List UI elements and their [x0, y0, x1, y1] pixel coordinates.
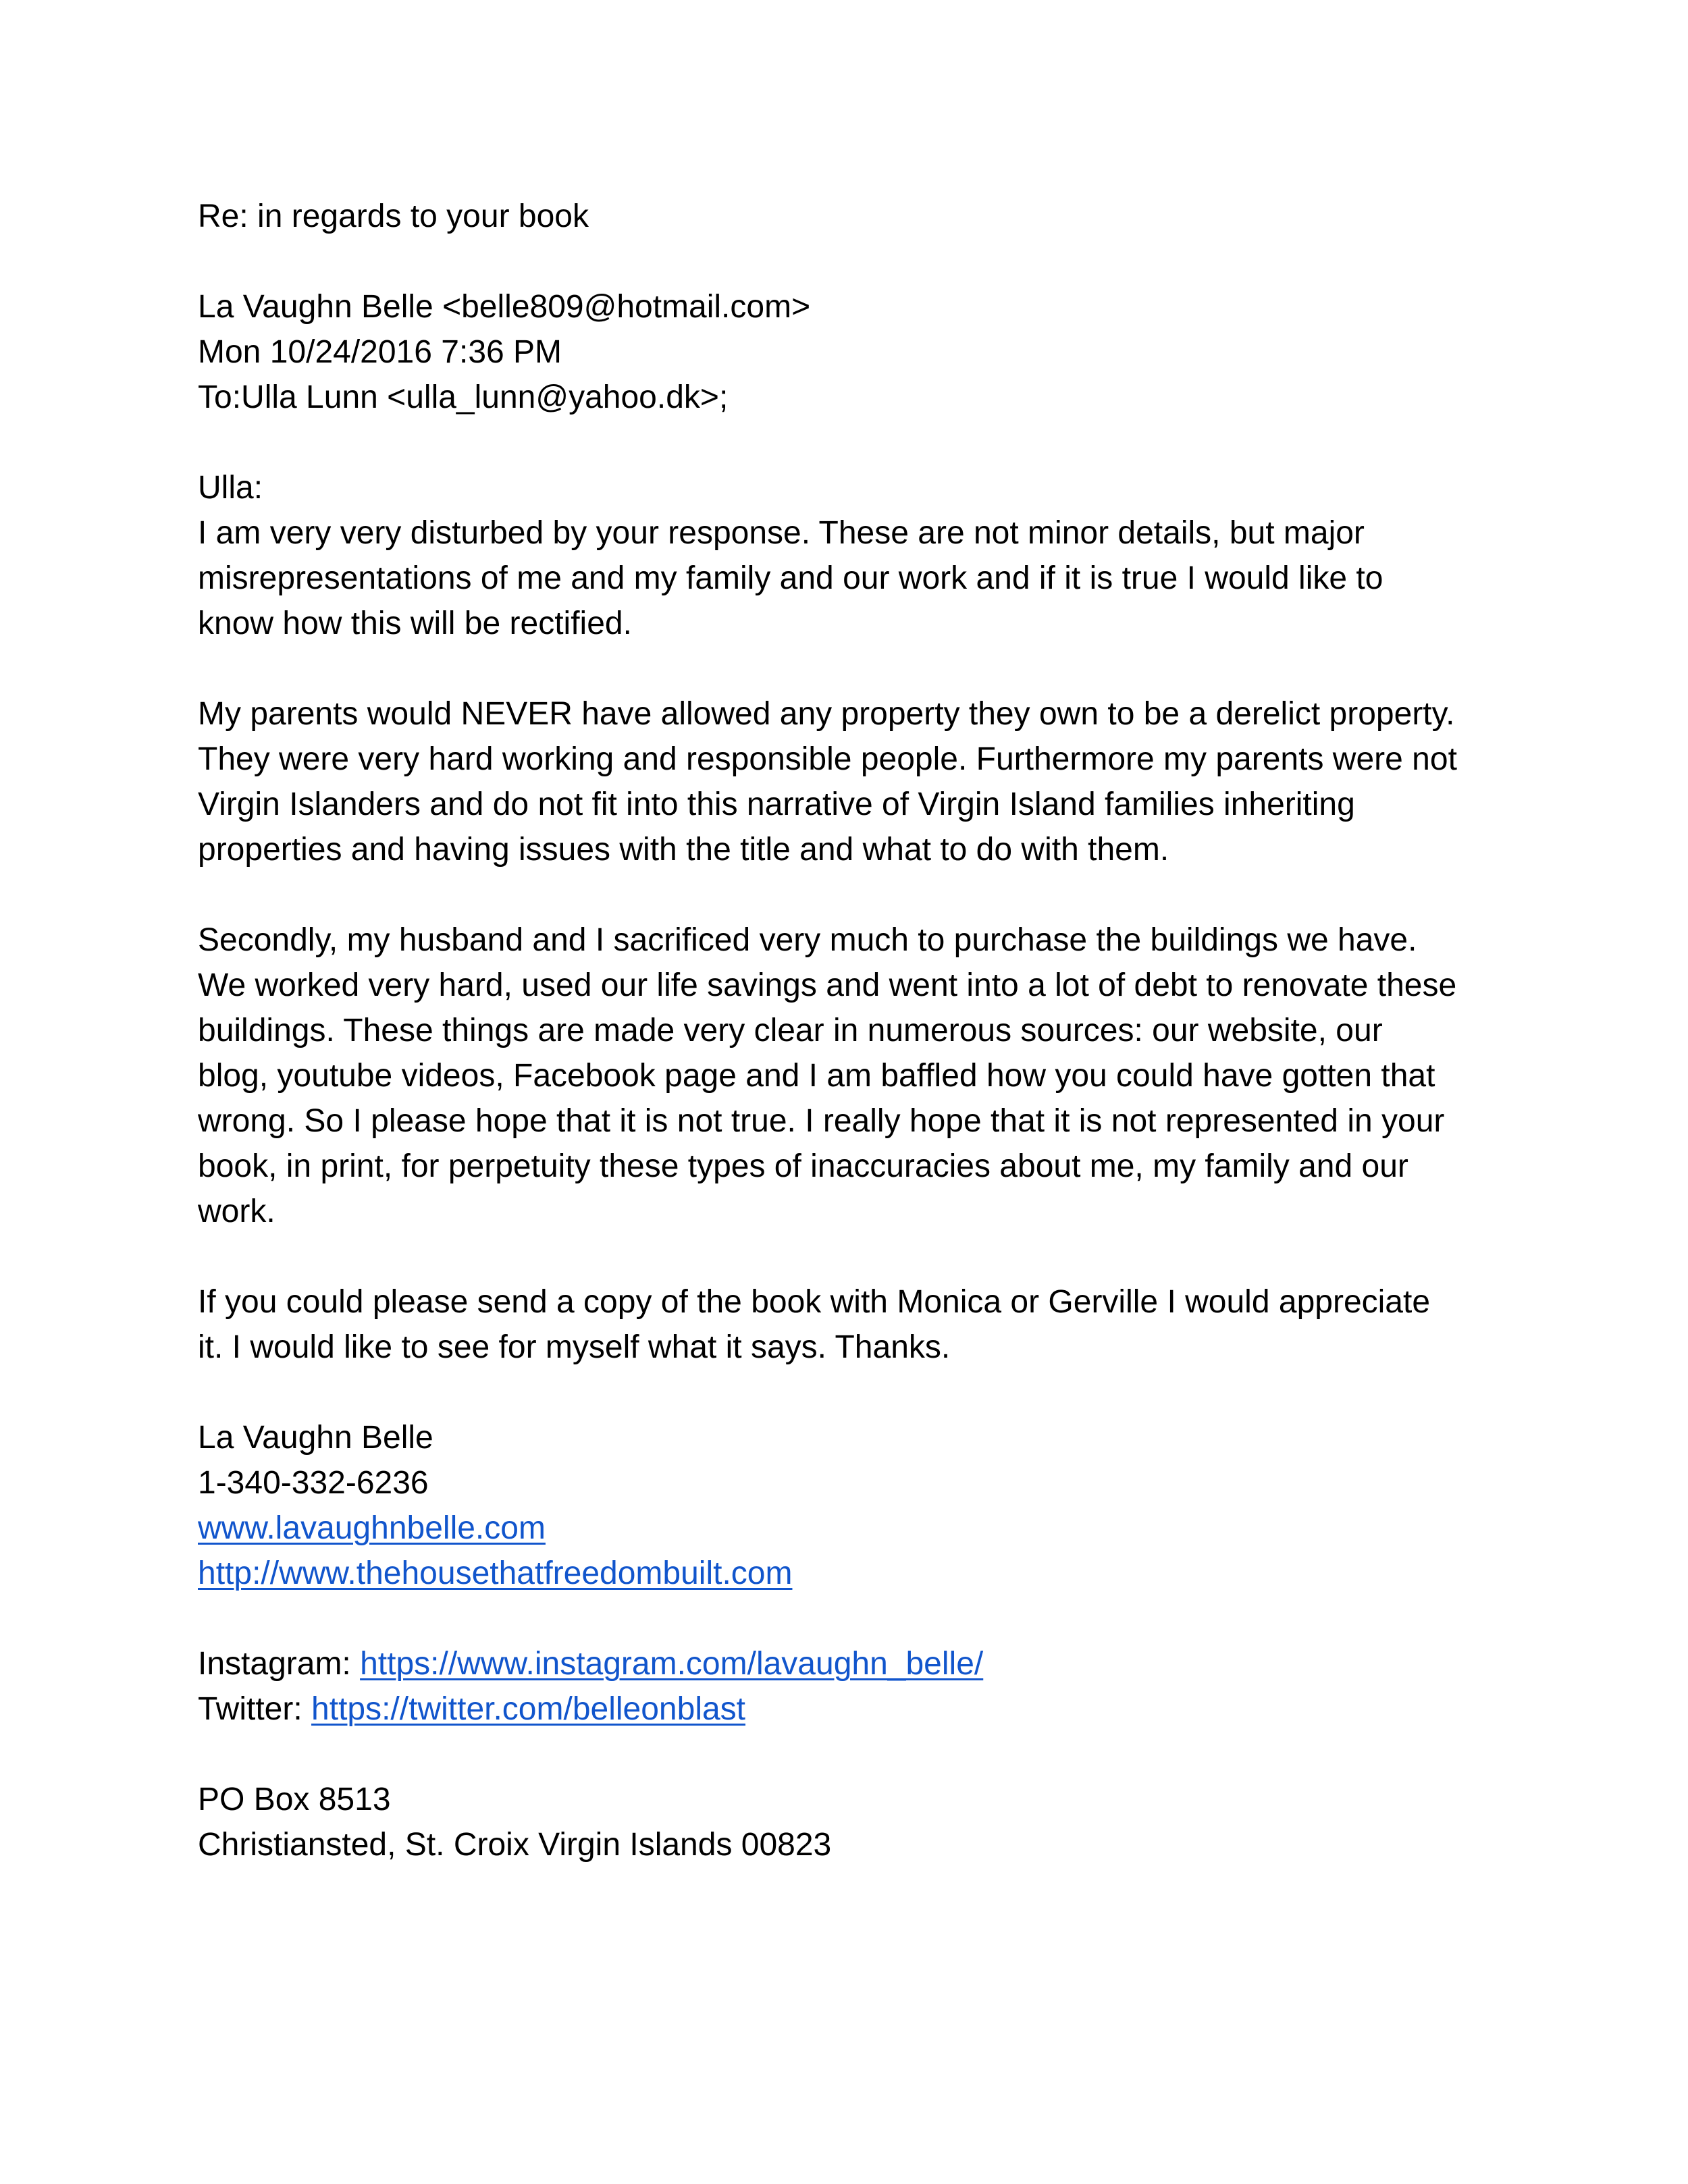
paragraph-3-line: book, in print, for perpetuity these types of inaccuracies about me, my family and our — [198, 1148, 1408, 1184]
paragraph-2-line: My parents would NEVER have allowed any property they own to be a derelict property. — [198, 696, 1455, 732]
twitter-link[interactable]: https://twitter.com/belleonblast — [311, 1691, 746, 1727]
spacer — [198, 239, 1521, 284]
spacer — [198, 420, 1521, 465]
paragraph-1-line: know how this will be rectified. — [198, 606, 632, 641]
email-date: Mon 10/24/2016 7:36 PM — [198, 334, 562, 370]
spacer — [198, 872, 1521, 917]
spacer — [198, 1370, 1521, 1415]
twitter-label: Twitter: — [198, 1691, 312, 1727]
paragraph-4-line: it. I would like to see for myself what it says. Thanks. — [198, 1329, 951, 1365]
paragraph-2-line: They were very hard working and responsible people. Furthermore my parents were not — [198, 741, 1457, 777]
email-to: To:Ulla Lunn <ulla_lunn@yahoo.dk>; — [198, 379, 729, 415]
address: Christiansted, St. Croix Virgin Islands 00823 — [198, 1827, 832, 1863]
email-from: La Vaughn Belle <belle809@hotmail.com> — [198, 289, 811, 325]
instagram-label: Instagram: — [198, 1646, 361, 1682]
paragraph-3-line: blog, youtube videos, Facebook page and I am baffled how you could have gotten that — [198, 1058, 1435, 1094]
paragraph-2-line: properties and having issues with the title and what to do with them. — [198, 832, 1169, 868]
website-link-lavaughnbelle[interactable]: www.lavaughnbelle.com — [198, 1510, 546, 1546]
paragraph-3-line: We worked very hard, used our life savings and went into a lot of debt to renovate these — [198, 967, 1457, 1003]
spacer — [198, 1234, 1521, 1279]
signature-phone: 1-340-332-6236 — [198, 1465, 429, 1501]
website-link-thehousethatfreedombuilt[interactable]: http://www.thehousethatfreedombuilt.com — [198, 1555, 793, 1591]
paragraph-1-line: I am very very disturbed by your response. These are not minor details, but major — [198, 515, 1365, 551]
paragraph-4-line: If you could please send a copy of the book with Monica or Gerville I would appreciate — [198, 1284, 1431, 1320]
paragraph-3-line: wrong. So I please hope that it is not true. I really hope that it is not represented in your — [198, 1103, 1445, 1139]
email-document — [198, 194, 1521, 1867]
po-box: PO Box 8513 — [198, 1782, 391, 1817]
spacer — [198, 1596, 1521, 1641]
greeting: Ulla: — [198, 470, 263, 506]
paragraph-3-line: Secondly, my husband and I sacrificed very much to purchase the buildings we have. — [198, 922, 1417, 958]
paragraph-3-line: buildings. These things are made very clear in numerous sources: our website, our — [198, 1013, 1383, 1048]
spacer — [198, 646, 1521, 691]
paragraph-2-line: Virgin Islanders and do not fit into this narrative of Virgin Island families inheriting — [198, 787, 1355, 822]
spacer — [198, 1732, 1521, 1777]
signature-name: La Vaughn Belle — [198, 1420, 433, 1456]
instagram-link[interactable]: https://www.instagram.com/lavaughn_belle/ — [360, 1646, 984, 1682]
paragraph-3-line: work. — [198, 1194, 275, 1229]
paragraph-1-line: misrepresentations of me and my family and our work and if it is true I would like to — [198, 560, 1383, 596]
email-subject: Re: in regards to your book — [198, 198, 589, 234]
